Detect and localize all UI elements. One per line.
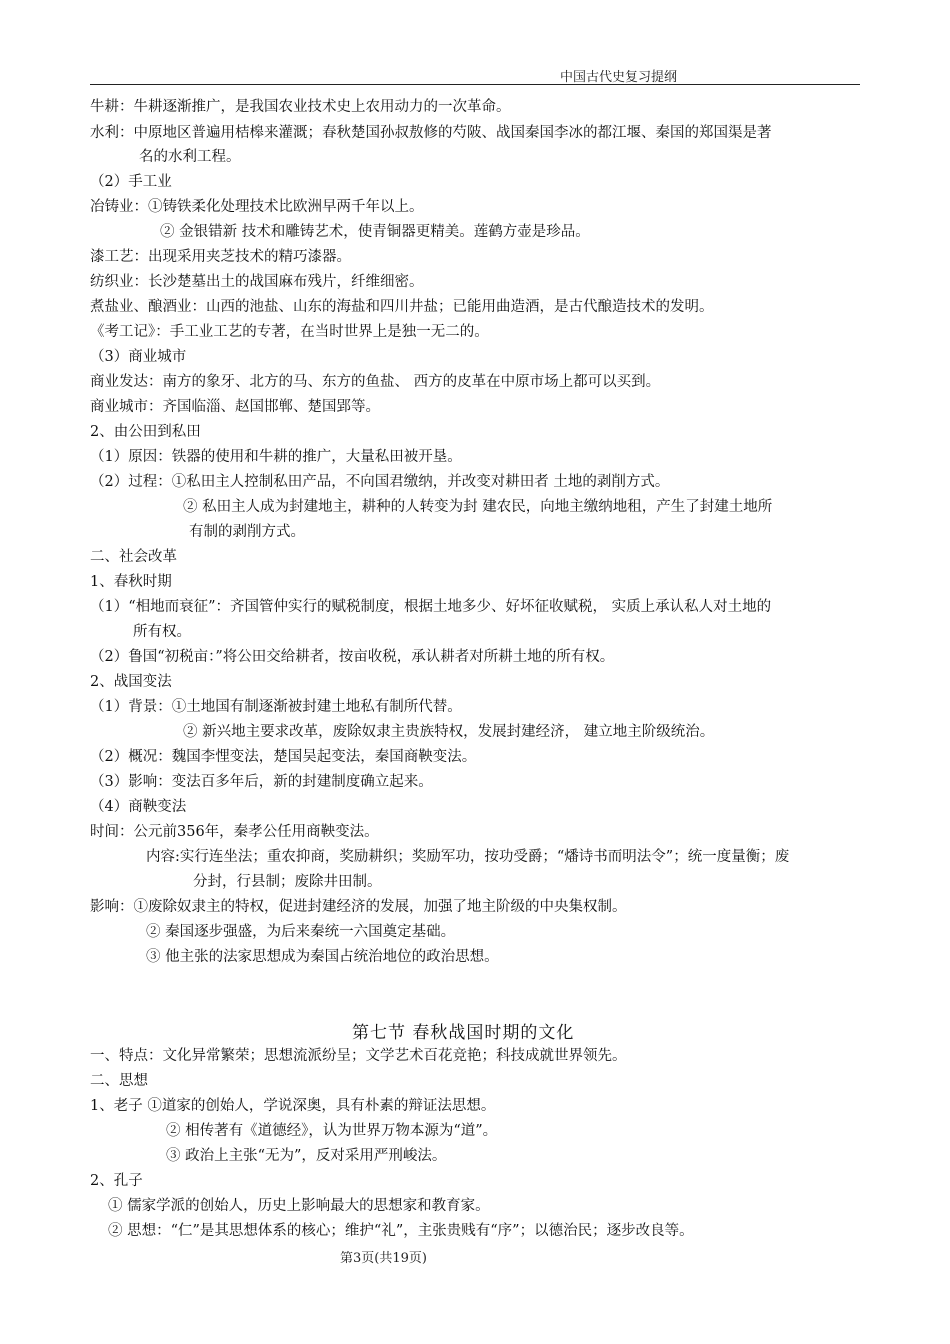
text-line: 1、老子 ①道家的创始人，学说深奥，具有朴素的辩证法思想。 [90,1098,496,1114]
header-title: 中国古代史复习提纲 [560,70,678,85]
text-line: ② 金银错新 技术和雕铸艺术，使青铜器更精美。莲鹤方壶是珍品。 [160,224,590,240]
text-line: 2、孔子 [90,1173,143,1189]
text-line: ② 新兴地主要求改革，废除奴隶主贵族特权，发展封建经济， 建立地主阶级统治。 [183,724,715,740]
text-line: 名的水利工程。 [139,149,241,165]
text-line: 分封，行县制；废除井田制。 [193,874,382,890]
text-line: 时间：公元前356年，秦孝公任用商鞅变法。 [90,824,379,840]
page-header [90,60,860,85]
text-line: ③ 他主张的法家思想成为秦国占统治地位的政治思想。 [146,949,499,965]
text-line: ② 秦国逐步强盛，为后来秦统一六国奠定基础。 [146,924,456,940]
text-line: 一、特点：文化异常繁荣；思想流派纷呈；文学艺术百花竞艳；科技成就世界领先。 [90,1048,627,1064]
text-line: ① 儒家学派的创始人，历史上影响最大的思想家和教育家。 [108,1198,490,1214]
text-line: （3）商业城市 [90,349,187,365]
text-line: （1）“相地而衰征”：齐国管仲实行的赋税制度，根据土地多少、好坏征收赋税， 实质上承认私人对土地的 [90,599,772,615]
text-line: 内容:实行连坐法；重农抑商，奖励耕织；奖励军功，按功受爵；“燔诗书而明法令”；统一度量衡；废 [146,849,790,865]
page-number: 第3页(共19页) [340,1251,427,1266]
text-line: ② 私田主人成为封建地主，耕种的人转变为封 建农民，向地主缴纳地租，产生了封建土地所 [183,499,773,515]
section-title: 第七节 春秋战国时期的文化 [352,1023,575,1043]
text-line: （2）过程：①私田主人控制私田产品，不向国君缴纳，并改变对耕田者 土地的剥削方式。 [90,474,670,490]
text-line: 煮盐业、酿酒业：山西的池盐、山东的海盐和四川井盐；已能用曲造酒，是古代酿造技术的发明。 [90,299,714,315]
text-line: 牛耕：牛耕逐渐推广，是我国农业技术史上农用动力的一次革命。 [90,99,511,115]
text-line: 所有权。 [133,624,191,640]
text-line: （2）手工业 [90,174,172,190]
text-line: 二、社会改革 [90,549,177,565]
text-line: （1）原因：铁器的使用和牛耕的推广，大量私田被开垦。 [90,449,462,465]
text-line: ② 思想：“仁”是其思想体系的核心；维护“礼”，主张贵贱有“序”；以德治民；逐步改良等。 [108,1223,694,1239]
text-line: 商业发达：南方的象牙、北方的马、东方的鱼盐、 西方的皮革在中原市场上都可以买到。 [90,374,661,390]
text-line: 有制的剥削方式。 [189,524,305,540]
text-line: 冶铸业：①铸铁柔化处理技术比欧洲早两千年以上。 [90,199,424,215]
text-line: 《考工记》：手工业工艺的专著，在当时世界上是独一无二的。 [90,324,489,340]
text-line: （2）概况：魏国李悝变法，楚国吴起变法，秦国商鞅变法。 [90,749,477,765]
text-line: 水利：中原地区普遍用桔槔来灌溉；春秋楚国孙叔敖修的芍陂、战国秦国李冰的都江堰、秦国的郑国渠是著 [90,125,772,141]
text-line: 商业城市：齐国临淄、赵国邯郸、楚国郢等。 [90,399,380,415]
text-line: 影响：①废除奴隶主的特权，促进封建经济的发展，加强了地主阶级的中央集权制。 [90,899,627,915]
text-line: （1）背景：①土地国有制逐渐被封建土地私有制所代替。 [90,699,462,715]
text-line: ② 相传著有《道德经》，认为世界万物本源为“道”。 [166,1123,498,1139]
text-line: ③ 政治上主张“无为”，反对采用严刑峻法。 [166,1148,447,1164]
text-line: （3）影响：变法百多年后，新的封建制度确立起来。 [90,774,433,790]
text-line: 1、春秋时期 [90,574,172,590]
text-line: 纺织业：长沙楚墓出土的战国麻布残片，纤维细密。 [90,274,424,290]
text-line: （2）鲁国“初税亩：”将公田交给耕者，按亩收税，承认耕者对所耕土地的所有权。 [90,649,615,665]
text-line: 二、思想 [90,1073,148,1089]
text-line: （4）商鞅变法 [90,799,187,815]
text-line: 2、由公田到私田 [90,424,201,440]
text-line: 漆工艺：出现采用夹芝技术的精巧漆器。 [90,249,351,265]
text-line: 2、战国变法 [90,674,172,690]
